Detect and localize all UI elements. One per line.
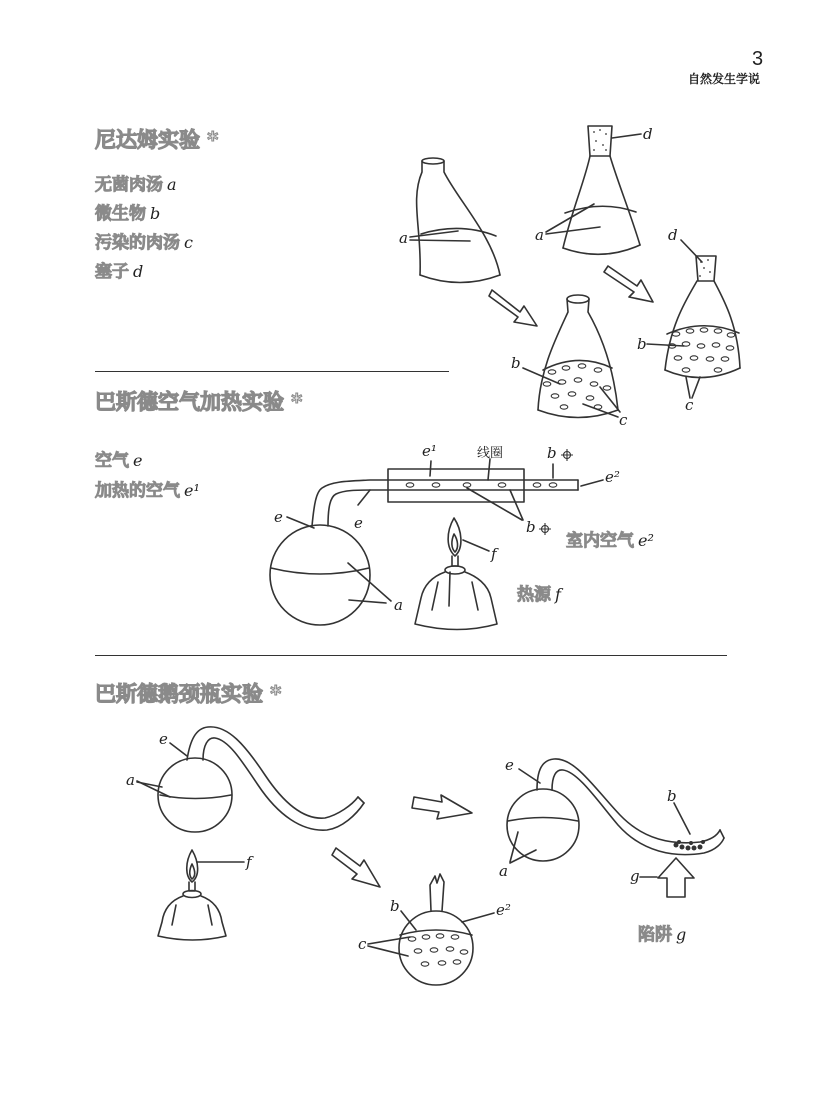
legend-letter: c — [184, 233, 193, 252]
label-e: e — [505, 756, 514, 774]
flask-sterile-stoppered — [563, 126, 640, 254]
microbes — [408, 934, 468, 966]
microbes — [668, 328, 735, 372]
legend-text: 加热的空气 — [95, 481, 180, 501]
label-e: e — [159, 730, 168, 748]
chapter-title: 自然发生学说 — [688, 72, 761, 86]
room-air-text: 室内空气 — [566, 531, 634, 551]
legend-text: 微生物 — [95, 204, 146, 224]
arrow-icon — [332, 848, 380, 887]
arrow-icon — [604, 266, 653, 302]
legend-letter: a — [167, 175, 177, 194]
label-c: c — [619, 411, 628, 429]
arrow-icon — [412, 795, 472, 819]
label-d: d — [643, 125, 653, 143]
label-e: e — [354, 514, 363, 532]
burner-flame — [415, 518, 497, 630]
broken-neck-flask-contaminated — [399, 874, 473, 985]
coil-label: 线圈 — [477, 446, 504, 461]
legend-letter: e — [133, 451, 143, 470]
legend-text: 塞子 — [95, 262, 129, 282]
section-title-heated-air: 巴斯德空气加热实验 * — [95, 390, 303, 414]
legend-text: 无菌肉汤 — [95, 175, 163, 195]
flask-contaminated-open — [538, 295, 618, 418]
label-b: b — [526, 518, 536, 536]
legend-letter: d — [133, 262, 144, 281]
label-e1: e¹ — [422, 442, 437, 460]
label-a: a — [399, 229, 408, 247]
trap-letter: g — [676, 925, 687, 944]
heat-source-letter: f — [555, 585, 561, 604]
label-a: a — [535, 226, 544, 244]
heating-coil — [388, 469, 524, 502]
swan-neck-flask-heated — [158, 727, 364, 832]
legend-text: 污染的肉汤 — [95, 233, 180, 253]
label-c: c — [685, 396, 694, 414]
label-e: e — [274, 508, 283, 526]
label-a: a — [394, 596, 403, 614]
heat-source-text: 热源 — [517, 585, 551, 605]
legend-text: 空气 — [95, 451, 129, 471]
label-b: b — [637, 335, 647, 353]
label-e2: e² — [496, 901, 511, 919]
label-g: g — [630, 867, 640, 885]
label-b: b — [667, 787, 677, 805]
label-a: a — [499, 862, 508, 880]
legend-letter: e¹ — [184, 481, 200, 500]
microbes — [543, 364, 611, 409]
arrow-icon — [489, 290, 537, 326]
microbes — [406, 483, 557, 487]
label-f: f — [246, 853, 252, 871]
room-air-letter: e² — [638, 531, 654, 550]
label-b: b — [511, 354, 521, 372]
label-d: d — [668, 226, 678, 244]
burner-flame — [158, 850, 226, 940]
label-e2: e² — [605, 468, 620, 486]
swan-neck-flask-trap — [507, 759, 724, 861]
label-c: c — [358, 935, 367, 953]
trap-text: 陷阱 — [638, 925, 672, 945]
arrow-up-icon — [658, 858, 694, 897]
label-b: b — [390, 897, 400, 915]
label-f: f — [491, 545, 497, 563]
page-number: 3 — [752, 48, 764, 70]
section-title-swan-neck: 巴斯德鹅颈瓶实验 * — [95, 682, 282, 706]
section-title-needham: 尼达姆实验 * — [95, 128, 219, 152]
label-a: a — [126, 771, 135, 789]
label-b: b — [547, 444, 557, 462]
legend-letter: b — [150, 204, 161, 223]
flask-sterile-open — [417, 158, 500, 283]
